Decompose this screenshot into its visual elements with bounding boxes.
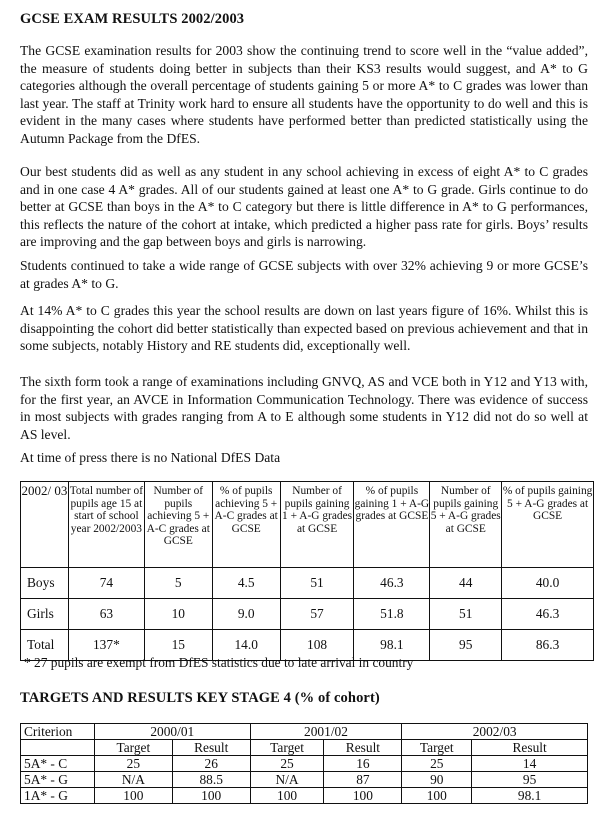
paragraph: Our best students did as well as any student in any school achieving in excess of eight A* to C grades and in one case 4 A* grades. All of our students gained at least one A* to G grade. Girls continue to do better at GCSE than boys in the A* to C category but there is little difference in A* to G performances, this reflects the nature of the cohort at intake, which predicted a higher pass rate for girls. Boys’ results are improving and the gap between boys and girls is narrowing. (20, 164, 588, 250)
table-cell: 14 (472, 756, 588, 772)
table-subheader-row (21, 740, 588, 756)
table-cell: 100 (324, 788, 402, 804)
table-cell: 100 (172, 788, 250, 804)
table-cell: Boys (21, 568, 69, 599)
table-cell: 9.0 (212, 599, 280, 630)
table-header-row (21, 482, 594, 568)
table-cell: N/A (250, 772, 324, 788)
table-cell: 14.0 (212, 630, 280, 661)
paragraph: Students continued to take a wide range of GCSE subjects with over 32% achieving 9 or more GCSE’s at grades A* to G. (20, 258, 588, 291)
table-cell: 88.5 (172, 772, 250, 788)
table-cell: 46.3 (502, 599, 594, 630)
table-cell: 44 (430, 568, 502, 599)
table-cell: 57 (280, 599, 354, 630)
table-cell: 5 (144, 568, 212, 599)
table-cell: 51.8 (354, 599, 430, 630)
footnote: * 27 pupils are exempt from DfES statistics due to late arrival in country (24, 655, 414, 670)
column-header: % of pupils gaining 5 + A-G grades at GCSE (502, 482, 594, 568)
results-table (20, 481, 594, 661)
table-cell: 4.5 (212, 568, 280, 599)
table-cell: 51 (280, 568, 354, 599)
paragraph: At time of press there is no National DfES Data (20, 450, 281, 465)
table-cell: 95 (430, 630, 502, 661)
table-row (21, 788, 588, 804)
table-cell: 63 (68, 599, 144, 630)
paragraph: The GCSE examination results for 2003 show the continuing trend to score well in the “value added”, the measure of students doing better in subjects than their KS3 results would suggest, and A* to G categories although the overall percentage of students gaining 5 or more A* to C grades was lower than last year. The staff at Trinity work hard to ensure all students have the opportunity to do well and this is evident in the many cases where students have performed better than predicted statistically using the Autumn Package from the DfES. (20, 43, 588, 146)
table-row (21, 568, 594, 599)
table-cell: 51 (430, 599, 502, 630)
column-header: 2001/02 (250, 724, 402, 740)
column-subheader: Result (172, 740, 250, 756)
table-row (21, 756, 588, 772)
table-cell: 100 (250, 788, 324, 804)
table-cell: Girls (21, 599, 69, 630)
column-header: Number of pupils achieving 5 + A-C grades at GCSE (144, 482, 212, 568)
column-subheader: Target (94, 740, 172, 756)
page-title: GCSE EXAM RESULTS 2002/2003 (20, 11, 245, 27)
table-header-row (21, 724, 588, 740)
paragraph: At 14% A* to C grades this year the school results are down on last years figure of 16%. Whilst this is disappointing the cohort did better statistically than expected based on previous achievement and that in some subjects, notably History and RE students did, exceptionally well. (20, 303, 588, 354)
table-cell: 5A* - G (21, 772, 95, 788)
table-row (21, 772, 588, 788)
table-cell: 95 (472, 772, 588, 788)
table-cell: 98.1 (472, 788, 588, 804)
table-cell: 46.3 (354, 568, 430, 599)
table-cell: 87 (324, 772, 402, 788)
table-cell: 5A* - C (21, 756, 95, 772)
column-header: 2002/ 03 (21, 482, 69, 568)
table-cell: 98.1 (354, 630, 430, 661)
column-subheader: Result (472, 740, 588, 756)
section-heading: TARGETS AND RESULTS KEY STAGE 4 (% of cohort) (20, 690, 380, 706)
column-subheader: Target (402, 740, 472, 756)
column-header: Total number of pupils age 15 at start of school year 2002/2003 (68, 482, 144, 568)
table-cell: 74 (68, 568, 144, 599)
paragraph: The sixth form took a range of examinations including GNVQ, AS and VCE both in Y12 and Y13 with, for the first year, an AVCE in Information Communication Technology. There was evidence of success in most subjects with grades ranging from A to E although some students in Y12 did not do so well at AS level. (20, 374, 588, 442)
column-header: % of pupils gaining 1 + A-G grades at GCSE (354, 482, 430, 568)
table-row (21, 599, 594, 630)
table-cell: 40.0 (502, 568, 594, 599)
column-subheader: Target (250, 740, 324, 756)
table-cell: 1A* - G (21, 788, 95, 804)
table-cell: 100 (94, 788, 172, 804)
table-cell: 108 (280, 630, 354, 661)
column-subheader: Result (324, 740, 402, 756)
column-header: Criterion (21, 724, 95, 740)
table-cell: 100 (402, 788, 472, 804)
table-cell: 25 (250, 756, 324, 772)
column-header: Number of pupils gaining 1 + A-G grades at GCSE (280, 482, 354, 568)
table-cell: 10 (144, 599, 212, 630)
column-header: % of pupils achieving 5 + A-C grades at GCSE (212, 482, 280, 568)
table-cell (21, 740, 95, 756)
targets-table (20, 723, 588, 804)
column-header: Number of pupils gaining 5 + A-G grades at GCSE (430, 482, 502, 568)
table-cell: 90 (402, 772, 472, 788)
table-cell: N/A (94, 772, 172, 788)
table-cell: 25 (402, 756, 472, 772)
table-cell: 26 (172, 756, 250, 772)
table-cell: 137* (68, 630, 144, 661)
table-cell: 16 (324, 756, 402, 772)
table-cell: Total (21, 630, 69, 661)
table-cell: 86.3 (502, 630, 594, 661)
table-cell: 15 (144, 630, 212, 661)
table-cell: 25 (94, 756, 172, 772)
column-header: 2000/01 (94, 724, 250, 740)
column-header: 2002/03 (402, 724, 588, 740)
